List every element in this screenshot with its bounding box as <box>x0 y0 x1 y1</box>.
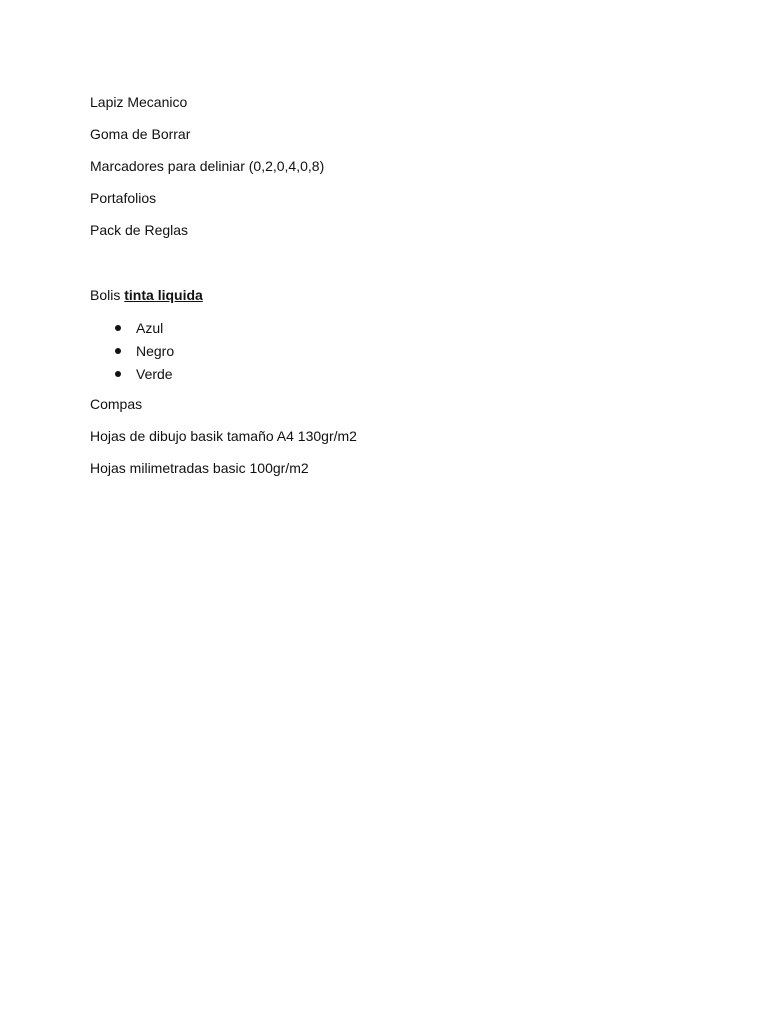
bullet-icon <box>115 325 121 331</box>
list-item <box>90 365 690 388</box>
bolis-color-azul: Azul <box>136 320 164 336</box>
item-bolis <box>90 286 690 305</box>
item-compas: Compas <box>90 396 143 412</box>
item-hojas-milimetradas: Hojas milimetradas basic 100gr/m2 <box>90 460 309 476</box>
item-goma-de-borrar: Goma de Borrar <box>90 126 191 142</box>
item-hojas-de-dibujo: Hojas de dibujo basik tamaño A4 130gr/m2 <box>90 428 357 444</box>
item-portafolios: Portafolios <box>90 190 157 206</box>
bolis-color-negro: Negro <box>136 343 175 359</box>
document-body <box>90 93 690 478</box>
bullet-icon <box>115 371 121 377</box>
item-marcadores: Marcadores para deliniar (0,2,0,4,0,8) <box>90 158 325 174</box>
list-item <box>90 319 690 342</box>
bolis-label: Bolis <box>90 287 121 303</box>
item-lapiz-mecanico: Lapiz Mecanico <box>90 94 188 110</box>
bolis-color-list <box>90 319 690 388</box>
bullet-icon <box>115 348 121 354</box>
item-pack-de-reglas: Pack de Reglas <box>90 222 189 238</box>
list-item <box>90 342 690 365</box>
bolis-color-verde: Verde <box>136 366 173 382</box>
bolis-emphasis: tinta liquida <box>124 287 203 303</box>
